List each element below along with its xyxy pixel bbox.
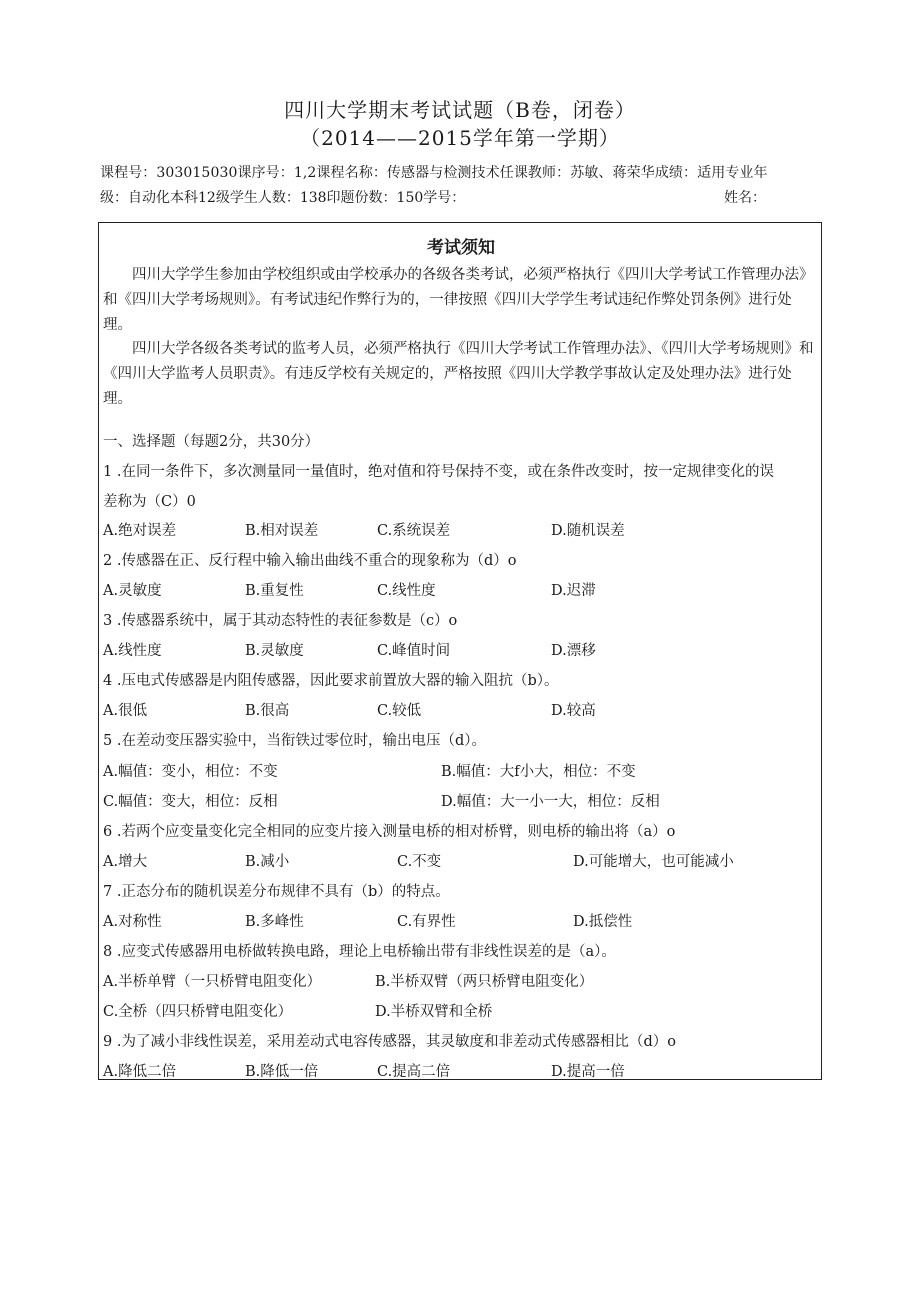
notice-paragraph-1: 四川大学学生参加由学校组织或由学校承办的各级各类考试，必须严格执行《四川大学考试工作管理办法》和《四川大学考场规则》。有考试违纪作弊行为的，一律按照《四川大学学生考试违纪作弊处罚条例》进行处理。: [103, 267, 814, 333]
q8-option-b: B.半桥双臂（两只桥臂电阻变化）: [375, 974, 594, 990]
question-5-stem: 5 .在差动变压器实验中，当衔铁过零位时，输出电压（d）。: [103, 733, 486, 749]
q9-option-d: D.提高一倍: [551, 1064, 625, 1080]
q8-option-c: C.全桥（四只桥臂电阻变化）: [103, 1004, 293, 1020]
notice-paragraph-2: 四川大学各级各类考试的监考人员，必须严格执行《四川大学考试工作管理办法》、《四川大学考场规则》和《四川大学监考人员职责》。有违反学校有关规定的，严格按照《四川大学教学事故认定及处理办法》进行处理。: [103, 341, 814, 407]
q4-option-b: B.很高: [245, 703, 290, 719]
q6-option-a: A.增大: [103, 854, 148, 870]
question-2-stem: 2 .传感器在正、反行程中输入输出曲线不重合的现象称为（d）o: [103, 553, 517, 569]
q4-option-c: C.较低: [377, 703, 422, 719]
notice-title: 考试须知: [427, 238, 495, 258]
q7-option-c: C.有界性: [397, 914, 456, 930]
q4-option-d: D.较高: [551, 703, 596, 719]
question-3-stem: 3 .传感器系统中，属于其动态特性的表征参数是（c）o: [103, 613, 458, 629]
q9-option-b: B.降低一倍: [245, 1064, 319, 1080]
q8-option-d: D.半桥双臂和全桥: [375, 1004, 493, 1020]
q7-option-d: D.抵偿性: [573, 914, 633, 930]
question-6-stem: 6 .若两个应变量变化完全相同的应变片接入测量电桥的相对桥臂，则电桥的输出将（a）o: [103, 824, 676, 840]
exam-term: （2014——2015学年第一学期）: [300, 126, 620, 150]
q9-option-a: A.降低二倍: [103, 1064, 177, 1080]
question-1-stem: 1 .在同一条件下，多次测量同一量值时，绝对值和符号保持不变，或在条件改变时，按一定规律变化的误: [103, 464, 774, 480]
question-1-stem-cont: 差称为（C）0: [103, 494, 196, 510]
q5-option-d: D.幅值：大一小一大，相位：反相: [441, 794, 660, 810]
course-info-line2: 级：自动化本科12级学生人数：138印题份数：150学号：: [100, 190, 466, 206]
q2-option-c: C.线性度: [377, 583, 436, 599]
question-9-stem: 9 .为了减小非线性误差，采用差动式电容传感器，其灵敏度和非差动式传感器相比（d）o: [103, 1034, 676, 1050]
q3-option-d: D.漂移: [551, 643, 596, 659]
q8-option-a: A.半桥单臂（一只桥臂电阻变化）: [103, 974, 322, 990]
q4-option-a: A.很低: [103, 703, 148, 719]
q5-option-b: B.幅值：大f小大，相位：不变: [441, 764, 636, 780]
q5-option-a: A.幅值：变小，相位：不变: [103, 764, 278, 780]
q2-option-b: B.重复性: [245, 583, 304, 599]
q2-option-a: A.灵敏度: [103, 583, 162, 599]
course-info-line1: 课程号：303015030课序号：1,2课程名称：传感器与检测技术任课教师：苏敏、蒋荣华成绩：适用专业年: [100, 165, 768, 181]
q3-option-a: A.线性度: [103, 643, 162, 659]
question-8-stem: 8 .应变式传感器用电桥做转换电路，理论上电桥输出带有非线性误差的是（a）。: [103, 944, 616, 960]
q6-option-c: C.不变: [397, 854, 442, 870]
q6-option-b: B.减小: [245, 854, 290, 870]
q9-option-c: C.提高二倍: [377, 1064, 451, 1080]
q1-option-d: D.随机误差: [551, 523, 625, 539]
question-4-stem: 4 .压电式传感器是内阻传感器，因此要求前置放大器的输入阻抗（b）。: [103, 673, 559, 689]
q1-option-c: C.系统误差: [377, 523, 451, 539]
q1-option-a: A.绝对误差: [103, 523, 177, 539]
exam-content-box: [98, 222, 822, 1080]
exam-title: 四川大学期末考试试题（B卷，闭卷）: [284, 98, 636, 122]
q3-option-b: B.灵敏度: [245, 643, 304, 659]
question-7-stem: 7 .正态分布的随机误差分布规律不具有（b）的特点。: [103, 884, 450, 900]
q5-option-c: C.幅值：变大，相位：反相: [103, 794, 278, 810]
q7-option-a: A.对称性: [103, 914, 162, 930]
q6-option-d: D.可能增大，也可能减小: [573, 854, 734, 870]
q7-option-b: B.多峰性: [245, 914, 304, 930]
q2-option-d: D.迟滞: [551, 583, 596, 599]
q1-option-b: B.相对误差: [245, 523, 319, 539]
section-heading: 一、选择题（每题2分，共30分）: [103, 434, 320, 450]
name-label: 姓名：: [724, 190, 766, 206]
q3-option-c: C.峰值时间: [377, 643, 451, 659]
